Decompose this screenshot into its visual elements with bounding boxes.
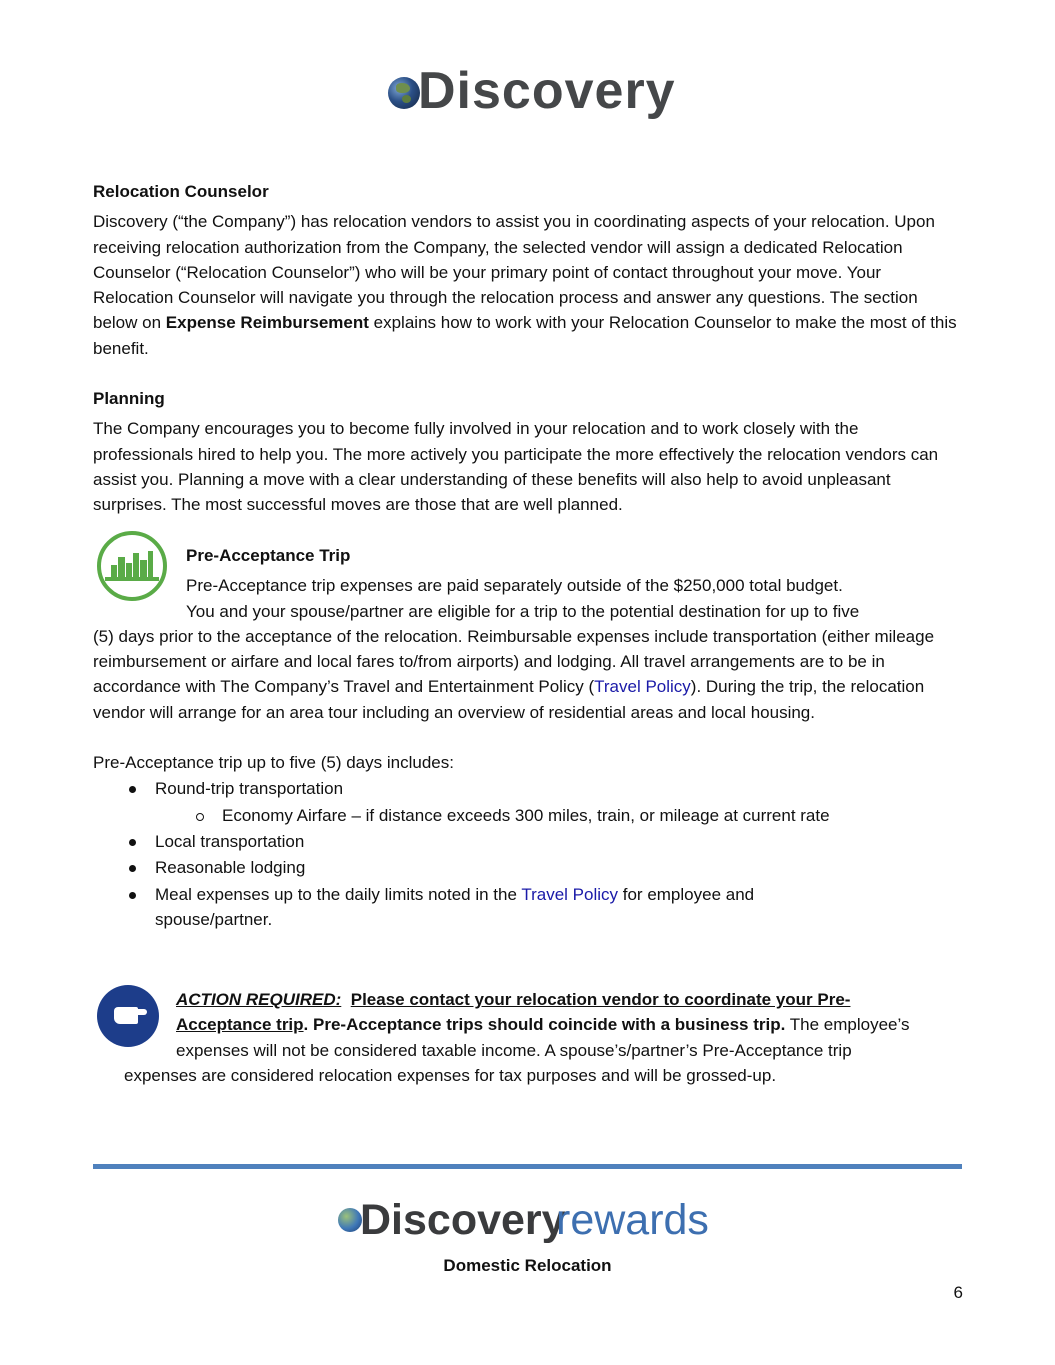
list-item xyxy=(93,855,963,880)
logo-text: Discovery xyxy=(418,62,676,120)
logo-word-rewards: rewards xyxy=(556,1196,709,1244)
section-heading: Planning xyxy=(93,389,165,408)
bullet-icon xyxy=(129,786,136,793)
list-item-text: Reasonable lodging xyxy=(155,858,306,878)
planning-section xyxy=(93,386,963,517)
travel-policy-link[interactable]: Travel Policy xyxy=(521,884,619,904)
bullet-icon xyxy=(129,865,136,872)
discovery-logo xyxy=(388,62,688,128)
body-bold-text: Expense Reimbursement xyxy=(165,313,369,333)
bullet-icon xyxy=(129,839,136,846)
section-heading: Pre-Acceptance Trip xyxy=(186,546,351,565)
action-instruction-end: Acceptance trip xyxy=(176,1015,304,1035)
pre-acceptance-line-2: You and your spouse/partner are eligible for a trip to the potential destination for up to five xyxy=(186,601,860,621)
section-body: The Company encourages you to become fully involved in your relocation and to work closely with the professionals hired to help you. The more actively you participate the more effectively the relocation vendors can assist you. Planning a move with a clear understanding of these benefits will also help to avoid unpleasant surprises. The most successful moves are those that are well planned. xyxy=(93,419,939,515)
circle-bullet-icon xyxy=(196,813,204,821)
list-item xyxy=(93,776,963,801)
action-bold-text: . Pre-Acceptance trips should coincide with a business trip. xyxy=(303,1015,786,1035)
list-item-text-end: for employee and xyxy=(618,884,755,904)
list-item xyxy=(93,882,963,933)
globe-icon xyxy=(338,1208,362,1232)
action-text: The employee’s xyxy=(785,1015,910,1035)
action-required-label: ACTION REQUIRED: xyxy=(176,990,342,1009)
list-item-text: Local transportation xyxy=(155,831,305,851)
sub-list-item xyxy=(93,803,963,828)
body-text-end: explains how to work with your Relocation Counselor to make the most of this benefit. xyxy=(93,313,957,358)
action-line-2 xyxy=(93,1012,963,1037)
action-required-section xyxy=(93,987,963,1088)
list-item-text: Meal expenses up to the daily limits noted in the xyxy=(155,884,522,904)
globe-icon xyxy=(388,77,420,109)
discovery-rewards-logo xyxy=(338,1195,728,1245)
list-item-text: Round-trip transportation xyxy=(155,779,344,799)
section-body xyxy=(93,209,963,361)
bullet-icon xyxy=(129,892,136,899)
action-instruction: Please contact your relocation vendor to coordinate your Pre- xyxy=(350,990,851,1009)
list-item-text-continued: spouse/partner. xyxy=(155,909,273,929)
body-text-end: ). During the trip, the relocation vendor will arrange for an area tour including an overview of residential areas and local housing. xyxy=(93,677,925,722)
logo-word-discovery: Discovery xyxy=(360,1196,566,1244)
includes-list xyxy=(93,776,963,801)
action-line-1 xyxy=(93,987,963,1012)
includes-list-continued xyxy=(93,829,963,932)
page-number: 6 xyxy=(953,1283,963,1302)
footer-title: Domestic Relocation xyxy=(443,1256,612,1275)
list-item xyxy=(93,829,963,854)
action-line-3: expenses will not be considered taxable income. A spouse’s/partner’s Pre-Acceptance trip xyxy=(176,1040,852,1060)
body-text: Discovery (“the Company”) has relocation vendors to assist you in coordinating aspects of your relocation. Upon receiving relocation authorization from the Company, the selected vendor will assign a dedicated Relocation Counselor (“Relocation Counselor”) who will be your primary point of contact throughout your move. Your Relocation Counselor will navigate you through the relocation process and answer any questions. The section below on xyxy=(93,212,935,333)
section-heading: Relocation Counselor xyxy=(93,182,269,201)
travel-policy-link[interactable]: Travel Policy xyxy=(594,677,691,697)
includes-intro: Pre-Acceptance trip up to five (5) days includes: xyxy=(93,753,454,773)
footer-divider xyxy=(93,1164,962,1169)
pre-acceptance-section xyxy=(93,543,963,932)
pre-acceptance-line-1: Pre-Acceptance trip expenses are paid separately outside of the $250,000 total budget. xyxy=(186,576,843,596)
sub-list-item-text: Economy Airfare – if distance exceeds 300 miles, train, or mileage at current rate xyxy=(222,805,830,825)
body-text: (5) days prior to the acceptance of the relocation. Reimbursable expenses include transportation (either mileage reimbursement or airfare and local fares to/from airports) and lodging. All travel arrangements are to be in accordance with The Company’s Travel and Entertainment Policy ( xyxy=(93,626,935,697)
relocation-counselor-section xyxy=(93,179,963,361)
pre-acceptance-body xyxy=(93,624,963,725)
action-line-4: expenses are considered relocation expenses for tax purposes and will be grossed-up. xyxy=(124,1065,777,1085)
